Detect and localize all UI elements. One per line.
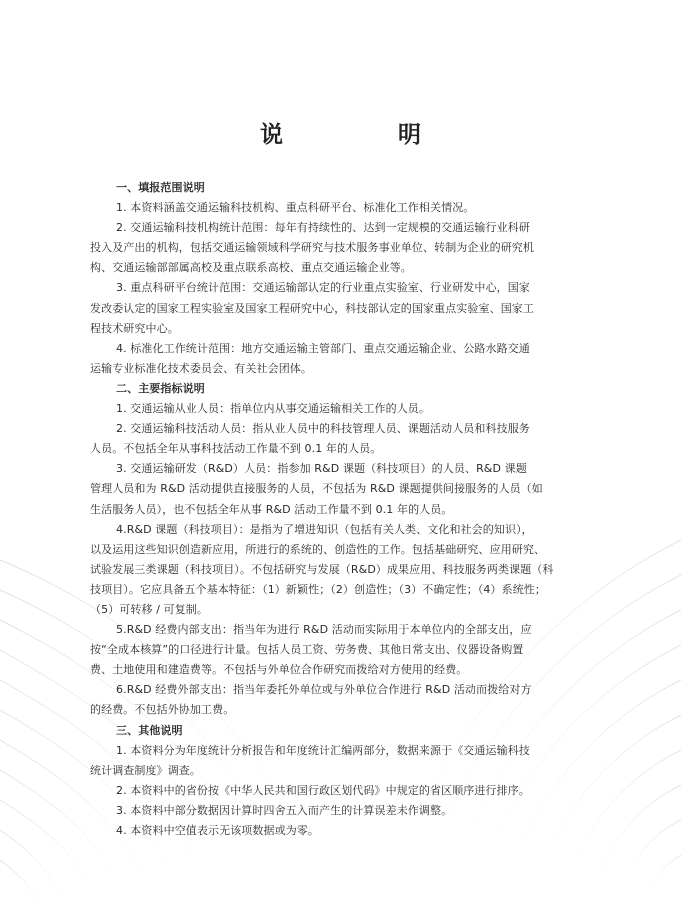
- body-text-line: 5.R&D 经费内部支出：指当年为进行 R&D 活动而实际用于本单位内的全部支出，应: [116, 623, 532, 637]
- body-text-line: 运输专业标准化技术委员会、有关社会团体。: [90, 361, 312, 375]
- body-text-line: 6.R&D 经费外部支出：指当年委托外单位或与外单位合作进行 R&D 活动而拨给对方: [116, 683, 532, 697]
- body-text-line: 管理人员和为 R&D 活动提供直接服务的人员，不包括为 R&D 课题提供间接服务的人员（如: [90, 482, 543, 496]
- body-text-line: 2. 本资料中的省份按《中华人民共和国行政区划代码》中规定的省区顺序进行排序。: [116, 783, 530, 797]
- body-text-line: 4.R&D 课题（科技项目）：是指为了增进知识（包括有关人类、文化和社会的知识），: [116, 522, 533, 536]
- body-text-line: 试验发展三类课题（科技项目）。不包括研究与发展（R&D）成果应用、科技服务两类课题（科: [90, 562, 554, 576]
- body-text-line: 的经费。不包括外协加工费。: [90, 703, 235, 717]
- body-text-line: 投入及产出的机构，包括交通运输领域科学研究与技术服务事业单位、转制为企业的研究机: [90, 241, 534, 255]
- body-text-line: 3. 重点科研平台统计范围：交通运输部认定的行业重点实验室、行业研发中心，国家: [116, 281, 530, 295]
- body-text-line: 2. 交通运输科技活动人员：指从业人员中的科技管理人员、课题活动人员和科技服务: [116, 422, 530, 436]
- body-text-line: 3. 本资料中部分数据因计算时四舍五入而产生的计算误差未作调整。: [116, 803, 453, 817]
- body-text-line: 生活服务人员），也不包括全年从事 R&D 活动工作量不到 0.1 年的人员。: [90, 502, 453, 516]
- body-text-line: 费、土地使用和建造费等。不包括与外单位合作研究而拨给对方使用的经费。: [90, 663, 468, 677]
- body-text-line: 按“全成本核算”的口径进行计量。包括人员工资、劳务费、其他日常支出、仪器设备购置: [90, 643, 524, 657]
- body-text-line: 统计调查制度》调查。: [90, 763, 201, 777]
- body-text-line: 程技术研究中心。: [90, 321, 179, 335]
- body-text-line: 以及运用这些知识创造新应用，所进行的系统的、创造性的工作。包括基础研究、应用研究、: [90, 542, 546, 556]
- body-text-line: 1. 本资料涵盖交通运输科技机构、重点科研平台、标准化工作相关情况。: [116, 201, 475, 215]
- body-text-line: 1. 本资料分为年度统计分析报告和年度统计汇编两部分，数据来源于《交通运输科技: [116, 743, 530, 757]
- section-heading: 二、主要指标说明: [116, 381, 205, 395]
- body-text-line: 人员。不包括全年从事科技活动工作量不到 0.1 年的人员。: [90, 442, 382, 456]
- body-text-line: 4. 本资料中空值表示无该项数据或为零。: [116, 824, 319, 837]
- document-body: [90, 178, 595, 841]
- body-text-line: （5）可转移 / 可复制。: [90, 602, 208, 616]
- body-text-line: 2. 交通运输科技机构统计范围：每年有持续性的、达到一定规模的交通运输行业科研: [116, 221, 530, 235]
- page-title: 说 明: [260, 122, 467, 148]
- body-text-line: 4. 标准化工作统计范围：地方交通运输主管部门、重点交通运输企业、公路水路交通: [116, 341, 530, 355]
- body-text-line: 3. 交通运输研发（R&D）人员：指参加 R&D 课题（科技项目）的人员、R&D 课题: [116, 462, 527, 476]
- body-text-line: 构、交通运输部部属高校及重点联系高校、重点交通运输企业等。: [90, 261, 412, 275]
- body-text-line: 1. 交通运输从业人员：指单位内从事交通运输相关工作的人员。: [116, 402, 430, 416]
- section-heading: 三、其他说明: [116, 723, 183, 737]
- body-text-line: 发改委认定的国家工程实验室及国家工程研究中心，科技部认定的国家重点实验室、国家工: [90, 301, 534, 315]
- body-text-line: 技项目）。它应具备五个基本特征：（1）新颖性；（2）创造性；（3）不确定性；（4）系统性；: [90, 582, 546, 596]
- section-heading: 一、填报范围说明: [116, 181, 205, 194]
